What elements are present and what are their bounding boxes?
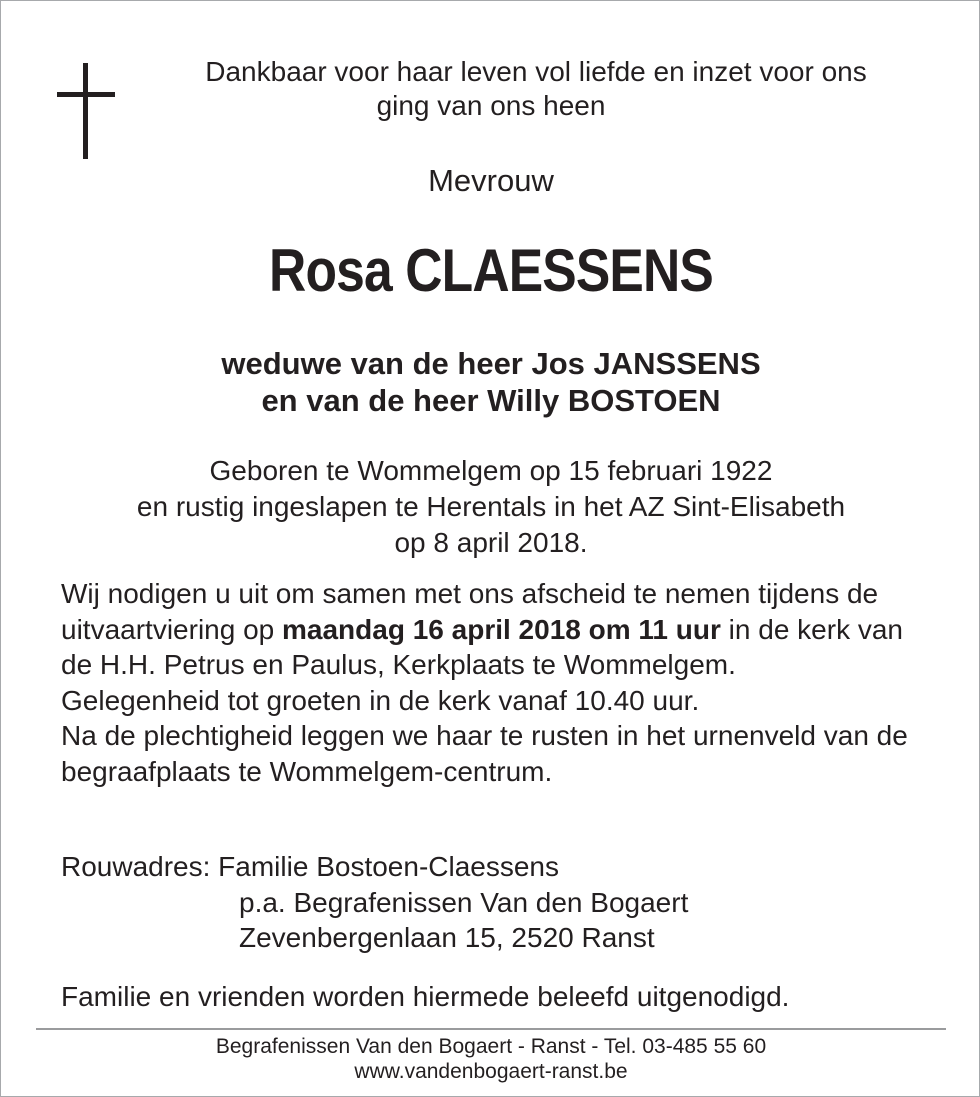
- mourning-address: [61, 849, 688, 956]
- address-line-2: p.a. Begrafenissen Van den Bogaert: [239, 886, 689, 918]
- deceased-name: Rosa CLAESSENS: [269, 237, 713, 304]
- ceremony-datetime: maandag 16 april 2018 om 11 uur: [282, 613, 721, 645]
- burial-paragraph: Na de plechtigheid leggen we haar te rusten in het urnenveld van de begraafplaats te Wommelgem-centrum.: [61, 720, 908, 787]
- intro-line-2: ging van ons heen: [376, 90, 606, 121]
- address-line-3: Zevenbergenlaan 15, 2520 Ranst: [239, 922, 655, 953]
- invite-post: in de kerk van de H.H. Petrus en Paulus, Kerkplaats te Wommelgem.: [61, 613, 903, 680]
- address-label: Rouwadres: Familie Bostoen-Claessens: [61, 851, 559, 882]
- intro-text: [1, 55, 980, 123]
- invitation-paragraph: [61, 576, 941, 683]
- intro-line-1: Dankbaar voor haar leven vol liefde en inzet voor ons: [205, 56, 867, 87]
- invite-pre: Wij nodigen u uit om samen met ons afscheid te nemen tijdens de uitvaartviering op: [61, 578, 879, 645]
- birth-death-text: [1, 453, 980, 561]
- footer-website-link[interactable]: www.vandenbogaert-ranst.be: [354, 1060, 628, 1083]
- greeting-paragraph: Gelegenheid tot groeten in de kerk vanaf 10.40 uur.: [61, 684, 700, 716]
- ceremony-text: [61, 576, 941, 789]
- footer-contact: Begrafenissen Van den Bogaert - Ranst - Tel. 03-485 55 60: [215, 1035, 767, 1058]
- born-line-1: Geboren te Wommelgem op 15 februari 1922: [209, 455, 773, 486]
- widow-line-1: weduwe van de heer Jos JANSSENS: [221, 346, 761, 381]
- funeral-home-footer: [1, 1034, 980, 1084]
- born-line-3: op 8 april 2018.: [394, 527, 588, 558]
- closing-text: Familie en vrienden worden hiermede beleefd uitgenodigd.: [61, 981, 790, 1012]
- born-line-2: en rustig ingeslapen te Herentals in het AZ Sint-Elisabeth: [136, 491, 846, 522]
- honorific: Mevrouw: [428, 163, 554, 198]
- widow-line-2: en van de heer Willy BOSTOEN: [261, 383, 721, 418]
- widow-text: [1, 345, 980, 419]
- footer-divider: [36, 1028, 946, 1030]
